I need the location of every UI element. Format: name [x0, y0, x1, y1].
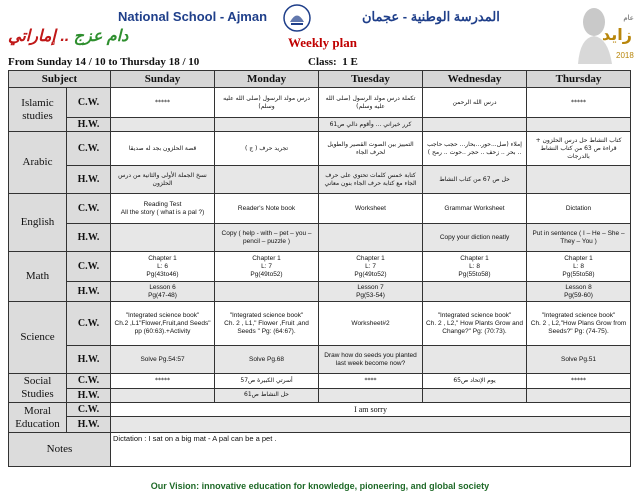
- year-badge: 2018: [616, 51, 634, 60]
- table-row: [9, 166, 631, 194]
- table-row: [9, 224, 631, 252]
- table-row: [9, 374, 631, 389]
- table-row: [9, 417, 631, 433]
- table-cell: *****: [111, 88, 215, 118]
- table-cell: Copy ( help - with – pet – you – pencil – puzzle ): [215, 224, 319, 252]
- table-cell: Draw how do seeds you planted last week become now?: [319, 346, 423, 374]
- to-label: to Thursday: [108, 56, 166, 68]
- table-cell: كرر خيراني ... وأقوم دالي ص61: [319, 118, 423, 132]
- table-cell: "Integrated science book" Ch. 2 , L2," How Plants Grow and Change?" Pg: (70:73).: [423, 302, 527, 346]
- table-cell: [527, 166, 631, 194]
- table-cell: "Integrated science book" Ch.2 ,L1"Flower,Fruit,and Seeds" pp (60:63).+Activity: [111, 302, 215, 346]
- table-cell: [215, 282, 319, 302]
- cw-label: C.W.: [67, 302, 111, 346]
- table-cell: Chapter 1 L: 8 Pg(55to58): [423, 252, 527, 282]
- table-cell: التمييز بين الصوت القصير والطويل لحرف الجاء: [319, 132, 423, 166]
- hw-label: H.W.: [67, 118, 111, 132]
- class-info: [308, 56, 358, 68]
- table-cell: Chapter 1 L: 7 Pg(49to52): [215, 252, 319, 282]
- table-cell: كتاب النشاط حل درس الحلزون + قراءة ص 63 من كتاب النشاط بالدرجات: [527, 132, 631, 166]
- class-label: Class:: [308, 56, 337, 68]
- table-cell: [423, 282, 527, 302]
- school-crest-icon: [282, 3, 312, 33]
- subject-english: English: [9, 194, 67, 252]
- subject-notes: Notes: [9, 433, 111, 467]
- table-cell: Lesson 7 Pg(53-54): [319, 282, 423, 302]
- table-cell: [527, 388, 631, 403]
- table-cell: درس الله الرحمن: [423, 88, 527, 118]
- table-cell: تكملة درس مولد الرسول (صلى الله عليه وسلم): [319, 88, 423, 118]
- table-row: [9, 388, 631, 403]
- date-range: [8, 56, 199, 68]
- header-monday: Monday: [215, 71, 319, 88]
- table-cell: Chapter 1 L: 6 Pg(43to46): [111, 252, 215, 282]
- table-cell: كتابة خمس كلمات تحتوي على حرف الجاء مع كتابة حرف الجاء بنون معاني: [319, 166, 423, 194]
- table-cell: [111, 118, 215, 132]
- page-title: Weekly plan: [288, 35, 357, 50]
- table-row: [9, 132, 631, 166]
- table-cell: [423, 346, 527, 374]
- subject-science: Science: [9, 302, 67, 374]
- table-cell: يوم الإتحاد ص65: [423, 374, 527, 389]
- table-cell: [319, 224, 423, 252]
- table-cell: Worksheet#2: [319, 302, 423, 346]
- slogan: [8, 26, 128, 46]
- table-cell: [215, 118, 319, 132]
- hw-label: H.W.: [67, 282, 111, 302]
- table-cell: Lesson 8 Pg(59-60): [527, 282, 631, 302]
- table-cell: Solve Pg.68: [215, 346, 319, 374]
- zayed-year-logo: [572, 2, 636, 64]
- table-cell: [215, 166, 319, 194]
- cw-label: C.W.: [67, 132, 111, 166]
- table-cell: *****: [527, 374, 631, 389]
- cw-label: C.W.: [67, 403, 111, 417]
- cw-label: C.W.: [67, 88, 111, 118]
- table-cell: Solve Pg.51: [527, 346, 631, 374]
- from-date: 14 / 10: [75, 56, 106, 68]
- table-row: [9, 302, 631, 346]
- table-row: [9, 346, 631, 374]
- table-cell: Chapter 1 L: 7 Pg(49to52): [319, 252, 423, 282]
- subject-moral: Moral Education: [9, 403, 67, 433]
- table-cell: Grammar Worksheet: [423, 194, 527, 224]
- table-cell: *****: [527, 88, 631, 118]
- table-cell: Put in sentence ( I – He – She – They – You ): [527, 224, 631, 252]
- table-row: [9, 252, 631, 282]
- table-cell: [111, 417, 631, 433]
- subject-social: Social Studies: [9, 374, 67, 403]
- header-sunday: Sunday: [111, 71, 215, 88]
- hw-label: H.W.: [67, 166, 111, 194]
- table-cell: Dictation: [527, 194, 631, 224]
- slogan-separator: ..: [60, 28, 70, 45]
- table-cell: [423, 388, 527, 403]
- cw-label: C.W.: [67, 252, 111, 282]
- school-name-ar: المدرسة الوطنية - عجمان: [362, 9, 500, 24]
- table-cell: Reader's Note book: [215, 194, 319, 224]
- vision-statement: Our Vision: innovative education for knowledge, pioneering, and global society: [150, 481, 490, 491]
- table-cell: "Integrated science book" Ch. 2 , L2,"How Plans Grow from Seeds?" Pg: (74-75).: [527, 302, 631, 346]
- table-row: [9, 282, 631, 302]
- subject-islamic: Islamic studies: [9, 88, 67, 132]
- table-cell: Copy your diction neatly: [423, 224, 527, 252]
- header-thursday: Thursday: [527, 71, 631, 88]
- table-cell: Solve Pg.54:57: [111, 346, 215, 374]
- hw-label: H.W.: [67, 224, 111, 252]
- table-cell: I am sorry: [111, 403, 631, 417]
- slogan-red-text: إماراتي: [8, 28, 56, 45]
- subject-math: Math: [9, 252, 67, 302]
- table-cell: ****: [319, 374, 423, 389]
- from-label: From Sunday: [8, 56, 73, 68]
- table-cell: درس مولد الرسول (صلى الله عليه وسلم): [215, 88, 319, 118]
- cw-label: C.W.: [67, 194, 111, 224]
- table-cell: [527, 118, 631, 132]
- brand-small: عام: [623, 14, 634, 22]
- brand-arabic: زايد: [602, 25, 632, 44]
- table-cell: *****: [111, 374, 215, 389]
- cw-label: C.W.: [67, 374, 111, 389]
- table-header-row: [9, 71, 631, 88]
- table-cell: [111, 224, 215, 252]
- table-cell: [111, 388, 215, 403]
- subject-arabic: Arabic: [9, 132, 67, 194]
- weekly-plan-table: [8, 70, 631, 467]
- table-cell: Chapter 1 L: 8 Pg(55to58): [527, 252, 631, 282]
- hw-label: H.W.: [67, 346, 111, 374]
- table-cell: قصة الحلزون بجد له صديقا: [111, 132, 215, 166]
- table-cell: Reading Test All the story ( what is a pal ?): [111, 194, 215, 224]
- table-cell: حل النشاط ص61: [215, 388, 319, 403]
- table-cell: [319, 388, 423, 403]
- hw-label: H.W.: [67, 388, 111, 403]
- table-row: [9, 403, 631, 417]
- table-cell: Lesson 6 Pg(47-48): [111, 282, 215, 302]
- school-name-en: National School - Ajman: [118, 9, 268, 24]
- hw-label: H.W.: [67, 417, 111, 433]
- header-tuesday: Tuesday: [319, 71, 423, 88]
- table-cell: أسرتي الكبيرة ص57: [215, 374, 319, 389]
- class-value: 1 E: [342, 56, 358, 68]
- table-cell: Worksheet: [319, 194, 423, 224]
- table-row: [9, 118, 631, 132]
- table-cell: حل ص 67 من كتاب النشاط: [423, 166, 527, 194]
- table-cell: "Integrated science book" Ch. 2 , L1," Flower ,Fruit ,and Seeds " Pg: (64:67).: [215, 302, 319, 346]
- to-date: 18 / 10: [168, 56, 200, 68]
- table-row: [9, 88, 631, 118]
- table-cell: [423, 118, 527, 132]
- table-cell: نسخ الجملة الأولى والثانية من درس الحلزون: [111, 166, 215, 194]
- header-subject: Subject: [9, 71, 111, 88]
- slogan-green-text: دام عزج: [73, 28, 129, 45]
- header-wednesday: Wednesday: [423, 71, 527, 88]
- table-cell: إملاء (صل...حور...بحار... حجب حاجب .. بحر .. زحف .. حجر ..حوت .. رمح ): [423, 132, 527, 166]
- table-row: [9, 194, 631, 224]
- table-cell: تجريد حرف ( ج ): [215, 132, 319, 166]
- notes-cell: Dictation : I sat on a big mat - A pal can be a pet .: [111, 433, 631, 467]
- table-row: [9, 433, 631, 467]
